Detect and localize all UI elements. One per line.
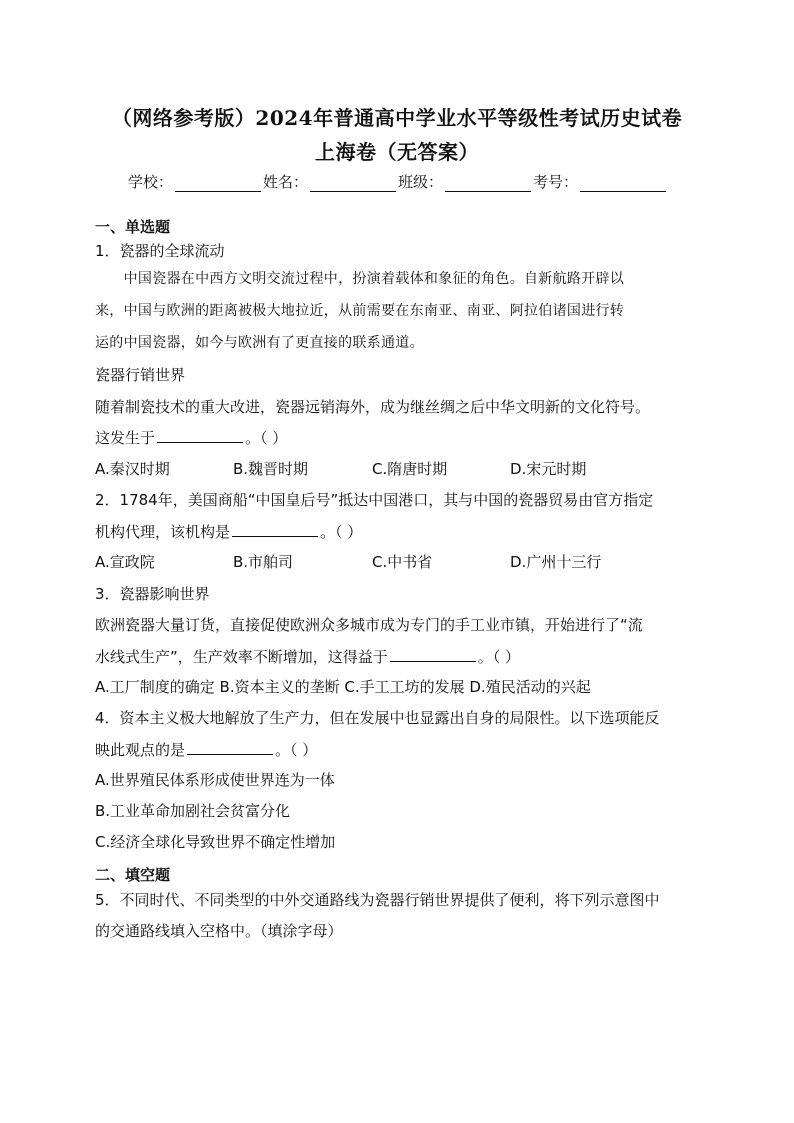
q5-stem-line2: 的交通路线填入空格中。（填涂字母） bbox=[95, 922, 343, 940]
exam-number-blank[interactable] bbox=[580, 173, 666, 192]
school-blank[interactable] bbox=[175, 173, 261, 192]
q1-stem-pre: 这发生于 bbox=[95, 429, 156, 447]
q2-option-d[interactable]: D.广州十三行 bbox=[510, 553, 602, 571]
school-label: 学校： bbox=[127, 173, 173, 191]
q1-heading: 1．瓷器的全球流动 bbox=[95, 242, 225, 260]
q1-material-line: 运的中国瓷器，如今与欧洲有了更直接的联系通道。 bbox=[95, 335, 424, 351]
q1-stem-line2 bbox=[95, 426, 287, 448]
q1-option-d[interactable]: D.宋元时期 bbox=[510, 460, 587, 478]
q2-option-b[interactable]: B.市舶司 bbox=[233, 553, 294, 571]
q2-stem-line2 bbox=[95, 520, 362, 542]
q1-stem-post: 。（ ） bbox=[245, 429, 288, 447]
q4-stem-post: 。（ ） bbox=[275, 741, 318, 759]
q1-answer-blank[interactable] bbox=[157, 426, 243, 443]
q1-material-line: 来，中国与欧洲的距离被极大地拉近，从前需要在东南亚、南亚、阿拉伯诸国进行转 bbox=[95, 303, 625, 319]
section-title-single-choice: 一、单选题 bbox=[95, 218, 171, 236]
name-blank[interactable] bbox=[310, 173, 396, 192]
class-blank[interactable] bbox=[445, 173, 531, 192]
class-field bbox=[398, 171, 531, 192]
q1-stem-line1: 随着制瓷技术的重大改进，瓷器远销海外，成为继丝绸之后中华文明新的文化符号。 bbox=[95, 398, 651, 416]
q2-option-c[interactable]: C.中书省 bbox=[372, 553, 433, 571]
q2-stem-post: 。（ ） bbox=[320, 523, 363, 541]
student-info-row bbox=[0, 168, 794, 192]
q4-option-a[interactable]: A.世界殖民体系形成使世界连为一体 bbox=[95, 771, 335, 789]
q2-stem-pre: 机构代理，该机构是 bbox=[95, 523, 231, 541]
q4-stem-line2 bbox=[95, 738, 317, 760]
q4-stem-pre: 映此观点的是 bbox=[95, 741, 186, 759]
q4-stem-line1: 4．资本主义极大地解放了生产力，但在发展中也显露出自身的局限性。以下选项能反 bbox=[95, 709, 660, 727]
q3-stem-line2 bbox=[95, 645, 520, 667]
q2-answer-blank[interactable] bbox=[232, 520, 318, 537]
q2-stem-line1: 2．1784年，美国商船“中国皇后号”抵达中国港口，其与中国的瓷器贸易由官方指定 bbox=[95, 491, 654, 509]
q1-option-a[interactable]: A.秦汉时期 bbox=[95, 460, 170, 478]
q5-stem-line1: 5．不同时代、不同类型的中外交通路线为瓷器行销世界提供了便利，将下列示意图中 bbox=[95, 891, 660, 909]
q3-answer-blank[interactable] bbox=[390, 645, 476, 662]
q3-options-line[interactable]: A.工厂制度的确定 B.资本主义的垄断 C.手工工坊的发展 D.殖民活动的兴起 bbox=[95, 678, 591, 696]
exam-title-line1: （网络参考版）2024年普通高中学业水平等级性考试历史试卷 bbox=[111, 106, 683, 130]
class-label: 班级： bbox=[398, 173, 444, 191]
q3-stem-pre: 水线式生产”，生产效率不断增加，这得益于 bbox=[95, 648, 388, 666]
name-label: 姓名： bbox=[262, 173, 308, 191]
q4-option-b[interactable]: B.工业革命加剧社会贫富分化 bbox=[95, 802, 291, 820]
q1-option-c[interactable]: C.隋唐时期 bbox=[372, 460, 448, 478]
name-field bbox=[263, 171, 396, 192]
q3-stem-post: 。（ ） bbox=[477, 648, 521, 666]
exam-title-line2: 上海卷（无答案） bbox=[315, 140, 479, 164]
q4-answer-blank[interactable] bbox=[187, 738, 273, 755]
q1-subheading: 瓷器行销世界 bbox=[95, 366, 186, 384]
q3-stem-line1: 欧洲瓷器大量订货，直接促使欧洲众多城市成为专门的手工业市镇，开始进行了“流 bbox=[95, 616, 643, 634]
q1-material-line: 中国瓷器在中西方文明交流过程中，扮演着载体和象征的角色。自新航路开辟以 bbox=[95, 271, 625, 287]
q4-option-c[interactable]: C.经济全球化导致世界不确定性增加 bbox=[95, 833, 336, 851]
section-title-fill-blank: 二、填空题 bbox=[95, 866, 171, 884]
school-field bbox=[128, 171, 261, 192]
q1-option-b[interactable]: B.魏晋时期 bbox=[233, 460, 309, 478]
exam-number-field bbox=[533, 171, 666, 192]
q2-option-a[interactable]: A.宣政院 bbox=[95, 553, 155, 571]
q3-heading: 3．瓷器影响世界 bbox=[95, 585, 210, 603]
exam-number-label: 考号： bbox=[533, 173, 579, 191]
